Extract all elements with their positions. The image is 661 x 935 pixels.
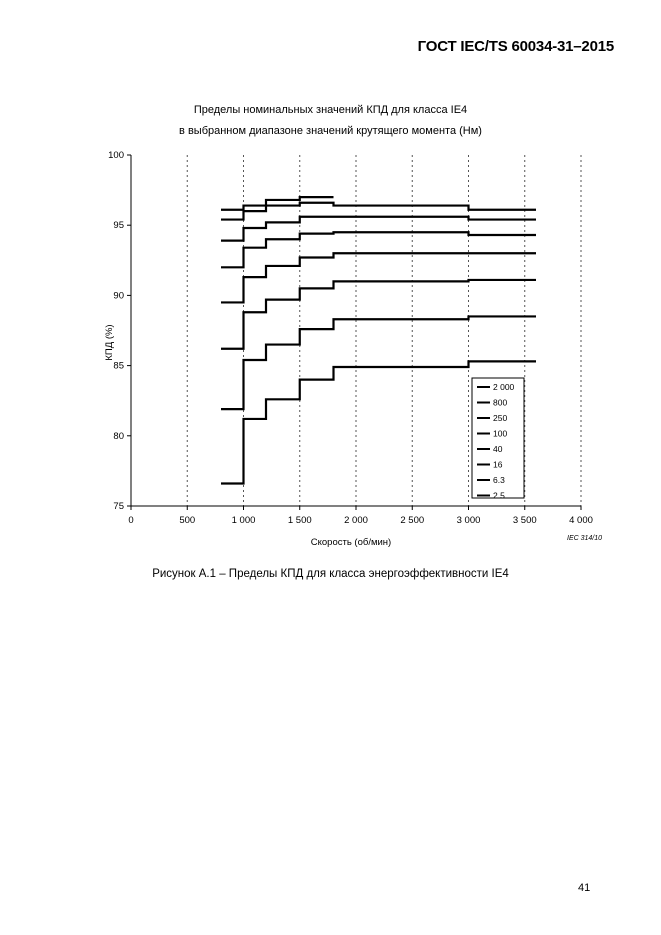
legend bbox=[472, 378, 524, 501]
x-tick-label: 2 500 bbox=[400, 515, 425, 526]
x-tick-label: 1 000 bbox=[231, 515, 256, 526]
y-tick-label: 85 bbox=[113, 360, 124, 372]
x-tick-label: 3 500 bbox=[512, 515, 537, 526]
y-tick-label: 75 bbox=[113, 501, 124, 512]
y-tick-label: 95 bbox=[113, 220, 124, 232]
figure-caption: Рисунок А.1 – Пределы КПД для класса энергоэффективности IE4 bbox=[152, 568, 509, 580]
x-tick-label: 3 000 bbox=[456, 515, 481, 526]
series-line bbox=[221, 280, 536, 349]
legend-label: 2.5 bbox=[493, 490, 505, 501]
x-tick-label: 4 000 bbox=[569, 515, 593, 526]
series-line bbox=[221, 253, 536, 302]
legend-label: 6.3 bbox=[493, 475, 505, 485]
legend-label: 250 bbox=[493, 413, 508, 423]
x-axis-label: Скорость (об/мин) bbox=[310, 537, 392, 548]
series-line bbox=[221, 217, 536, 241]
x-tick-label: 500 bbox=[179, 515, 196, 526]
chart-title: Пределы номинальных значений КПД для класса IE4 bbox=[193, 104, 468, 116]
x-tick-label: 1 500 bbox=[287, 515, 312, 526]
legend-label: 800 bbox=[493, 397, 508, 408]
series-line bbox=[221, 232, 536, 267]
y-axis-label: КПД (%) bbox=[104, 324, 115, 361]
chart-subtitle: в выбранном диапазоне значений крутящего момента (Нм) bbox=[179, 125, 482, 137]
x-tick-label: 0 bbox=[128, 515, 134, 526]
y-tick-label: 80 bbox=[113, 430, 124, 442]
legend-label: 100 bbox=[493, 428, 508, 439]
y-tick-label: 90 bbox=[113, 290, 124, 302]
source-note: IEC 314/10 bbox=[567, 535, 603, 542]
y-tick-label: 100 bbox=[108, 150, 124, 161]
document-header: ГОСТ IEC/TS 60034-31–2015 bbox=[417, 38, 614, 55]
legend-label: 2 000 bbox=[493, 382, 515, 392]
legend-label: 16 bbox=[493, 459, 503, 470]
x-tick-label: 2 000 bbox=[344, 515, 368, 526]
legend-label: 40 bbox=[493, 444, 503, 454]
page-number: 41 bbox=[578, 882, 591, 894]
